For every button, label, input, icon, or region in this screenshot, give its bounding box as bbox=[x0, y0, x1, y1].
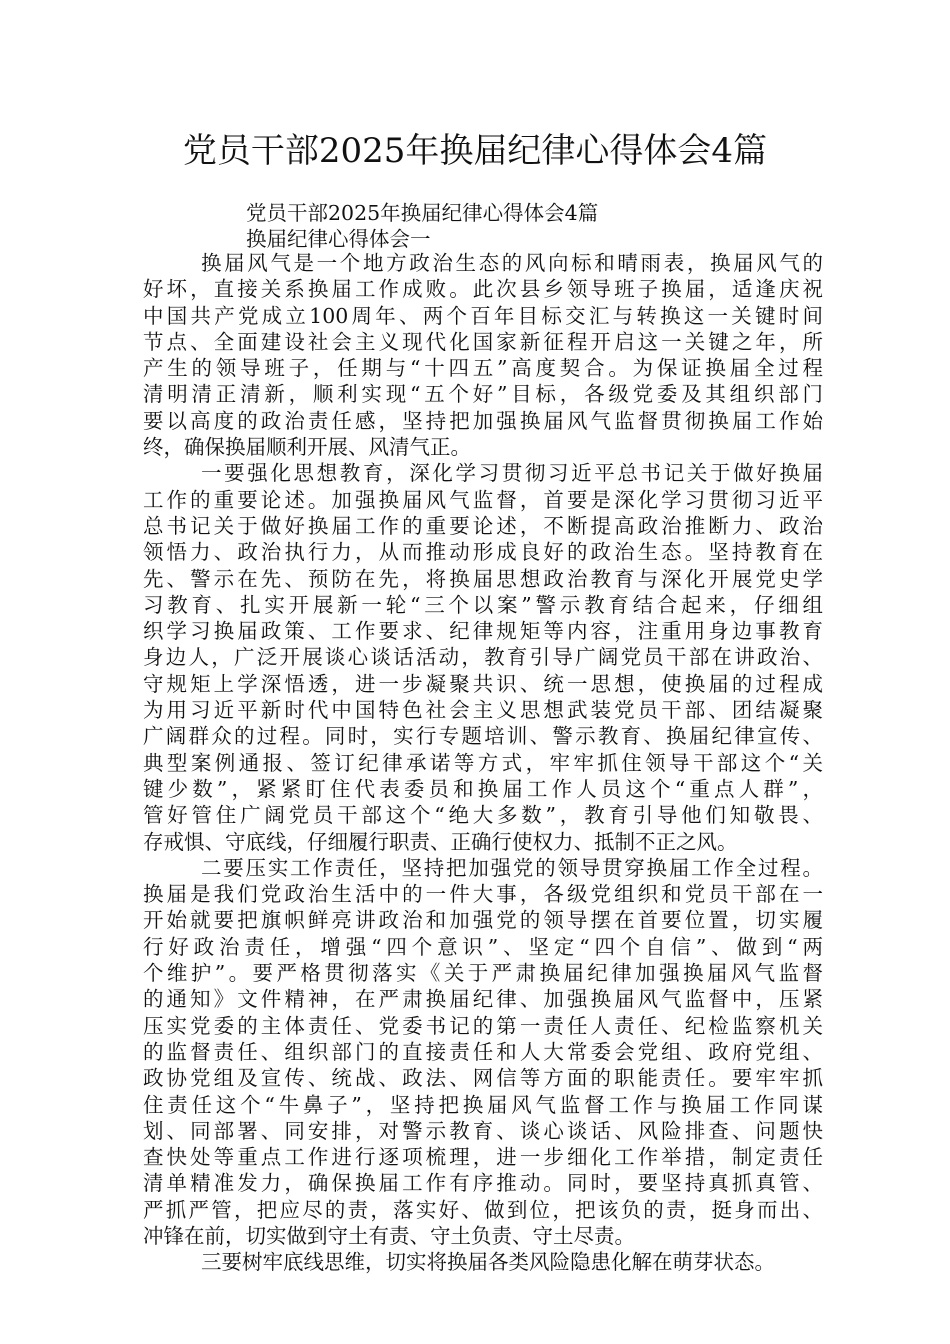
text-line: 好坏，直接关系换届工作成败。此次县乡领导班子换届，适逢庆祝 bbox=[143, 277, 823, 302]
text-line: 冲锋在前，切实做到守土有责、守土负责、守土尽责。 bbox=[143, 1223, 635, 1248]
text-line: 住责任这个“牛鼻子”，坚持把换届风气监督工作与换届工作同谋 bbox=[143, 1092, 823, 1117]
text-line: 划、同部署、同安排，对警示教育、谈心谈话、风险排查、问题快 bbox=[143, 1118, 823, 1143]
text-line: 总书记关于做好换届工作的重要论述，不断提高政治推断力、政治 bbox=[143, 513, 823, 538]
text-line: 清明清正清新，顺利实现“五个好”目标，各级党委及其组织部门 bbox=[143, 382, 823, 407]
text-line: 织学习换届政策、工作要求、纪律规矩等内容，注重用身边事教育 bbox=[143, 619, 823, 644]
text-line: 先、警示在先、预防在先，将换届思想政治教育与深化开展党史学 bbox=[143, 566, 823, 591]
text-line: 换届是我们党政治生活中的一件大事，各级党组织和党员干部在一 bbox=[143, 882, 823, 907]
text-line: 守规矩上学深悟透，进一步凝聚共识、统一思想，使换届的过程成 bbox=[143, 671, 823, 696]
text-line: 换届风气是一个地方政治生态的风向标和晴雨表，换届风气的 bbox=[201, 251, 823, 275]
document-title: 党员干部2025年换届纪律心得体会4篇 bbox=[182, 131, 768, 171]
text-line: 工作的重要论述。加强换届风气监督，首要是深化学习贯彻习近平 bbox=[143, 487, 823, 512]
text-line: 的通知》文件精神，在严肃换届纪律、加强换届风气监督中，压紧 bbox=[143, 987, 823, 1012]
body-text bbox=[143, 250, 823, 1276]
text-line: 清单精准发力，确保换届工作有序推动。同时，要坚持真抓真管、 bbox=[143, 1171, 823, 1196]
text-line: 键少数”，紧紧盯住代表委员和换届工作人员这个“重点人群”， bbox=[143, 776, 823, 801]
text-line: 一要强化思想教育，深化学习贯彻习近平总书记关于做好换届 bbox=[201, 461, 823, 486]
text-line: 管好管住广阔党员干部这个“绝大多数”，教育引导他们知敬畏、 bbox=[143, 803, 823, 828]
text-line: 行好政治责任，增强“四个意识”、坚定“四个自信”、做到“两 bbox=[143, 934, 823, 959]
text-line: 的监督责任、组织部门的直接责任和人大常委会党组、政府党组、 bbox=[143, 1039, 823, 1064]
text-line: 查快处等重点工作进行逐项梳理，进一步细化工作举措，制定责任 bbox=[143, 1145, 823, 1170]
text-line: 中国共产党成立100周年、两个百年目标交汇与转换这一关键时间 bbox=[143, 303, 823, 328]
text-line: 个维护”。要严格贯彻落实《关于严肃换届纪律加强换届风气监督 bbox=[143, 961, 823, 986]
paragraph bbox=[143, 250, 823, 460]
document-subtitle: 党员干部2025年换届纪律心得体会4篇 bbox=[246, 201, 599, 225]
paragraph bbox=[143, 855, 823, 1249]
text-line: 终，确保换届顺利开展、风清气正。 bbox=[143, 435, 471, 460]
text-line: 典型案例通报、签订纪律承诺等方式，牢牢抓住领导干部这个“关 bbox=[143, 750, 823, 775]
text-line: 为用习近平新时代中国特色社会主义思想武装党员干部、团结凝聚 bbox=[143, 698, 823, 723]
section-heading: 换届纪律心得体会一 bbox=[246, 227, 431, 251]
text-line: 二要压实工作责任，坚持把加强党的领导贯穿换届工作全过程。 bbox=[201, 855, 823, 880]
text-line: 政协党组及宣传、统战、政法、网信等方面的职能责任。要牢牢抓 bbox=[143, 1066, 823, 1091]
text-line: 广阔群众的过程。同时，实行专题培训、警示教育、换届纪律宣传、 bbox=[143, 724, 823, 749]
text-line: 压实党委的主体责任、党委书记的第一责任人责任、纪检监察机关 bbox=[143, 1013, 823, 1038]
text-line: 习教育、扎实开展新一轮“三个以案”警示教育结合起来，仔细组 bbox=[143, 592, 823, 617]
paragraph bbox=[143, 1249, 823, 1275]
paragraph bbox=[143, 460, 823, 854]
text-line: 节点、全面建设社会主义现代化国家新征程开启这一关键之年，所 bbox=[143, 329, 823, 354]
text-line: 三要树牢底线思维，切实将换届各类风险隐患化解在萌芽状态。 bbox=[201, 1250, 775, 1275]
text-line: 身边人，广泛开展谈心谈话活动，教育引导广阔党员干部在讲政治、 bbox=[143, 645, 823, 670]
text-line: 存戒惧、守底线，仔细履行职责、正确行使权力、抵制不正之风。 bbox=[143, 829, 738, 854]
text-line: 要以高度的政治责任感，坚持把加强换届风气监督贯彻换届工作始 bbox=[143, 408, 823, 433]
text-line: 产生的领导班子，任期与“十四五”高度契合。为保证换届全过程 bbox=[143, 356, 823, 381]
text-line: 开始就要把旗帜鲜亮讲政治和加强党的领导摆在首要位置，切实履 bbox=[143, 908, 823, 933]
text-line: 严抓严管，把应尽的责，落实好、做到位，把该负的责，挺身而出、 bbox=[143, 1197, 823, 1222]
text-line: 领悟力、政治执行力，从而推动形成良好的政治生态。坚持教育在 bbox=[143, 540, 823, 565]
